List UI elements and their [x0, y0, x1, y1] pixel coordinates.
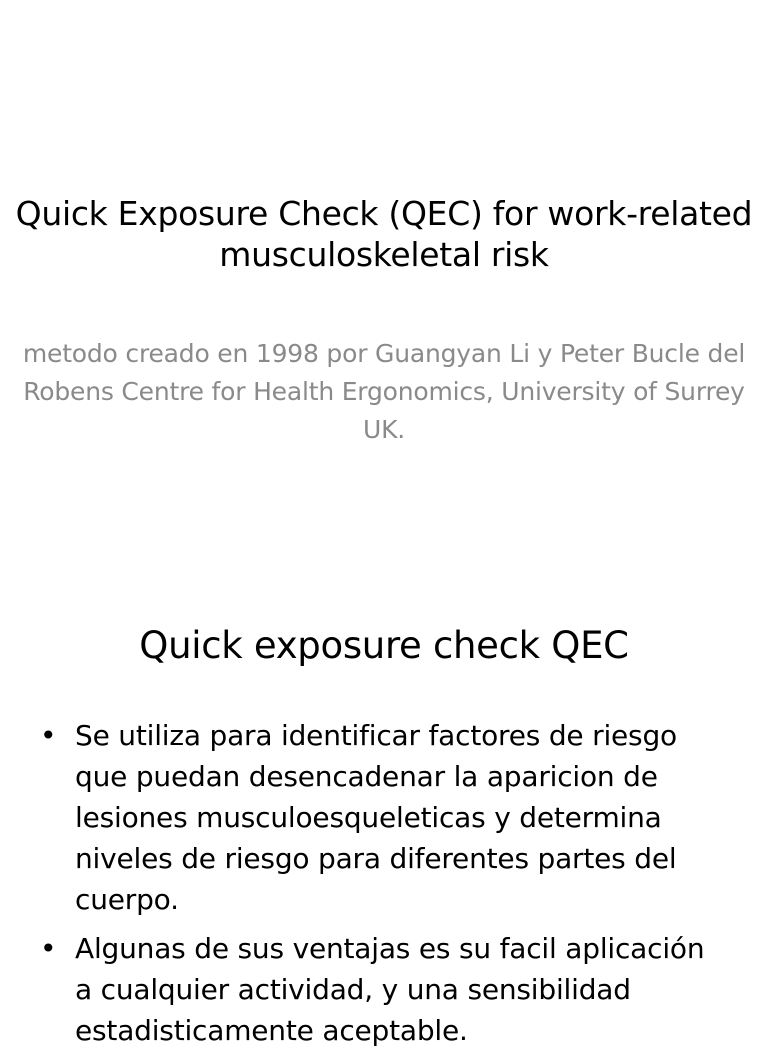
slide-1-subtitle: metodo creado en 1998 por Guangyan Li y Peter Bucle del Robens Centre for Health Ergonomics, University of Surrey UK.	[22, 339, 746, 444]
bullet-text: Se utiliza para identificar factores de riesgo que puedan desencadenar la aparicion de lesiones musculoesqueleticas y determina niveles de riesgo para diferentes partes del cuerpo.	[75, 719, 677, 916]
slide-1-title: Quick Exposure Check (QEC) for work-related musculoskeletal risk	[15, 194, 753, 274]
bullet-item	[40, 715, 730, 920]
bullet-list	[40, 715, 730, 1059]
bullet-text: Algunas de sus ventajas es su facil aplicación a cualquier actividad, y una sensibilidad estadisticamente aceptable.	[75, 932, 705, 1047]
bullet-dot-icon: •	[40, 932, 57, 965]
slide-content	[0, 576, 768, 1047]
slide-2-title: Quick exposure check QEC	[139, 624, 629, 667]
bullet-item	[40, 928, 730, 1051]
bullet-dot-icon: •	[40, 719, 57, 752]
